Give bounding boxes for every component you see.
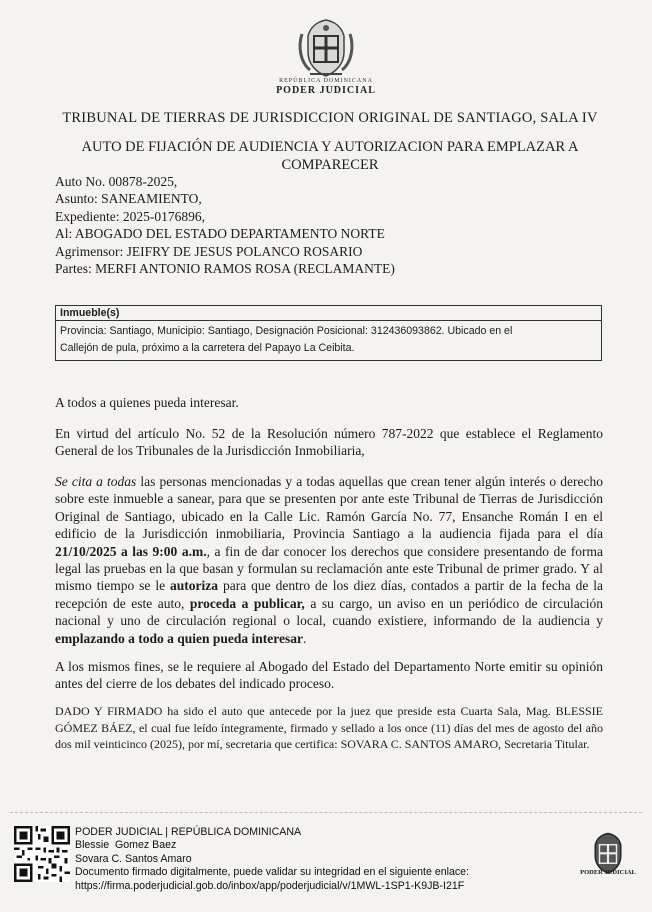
legal-basis-paragraph: En virtud del artículo No. 52 de la Resolución número 787-2022 que establece el Reglamento General de los Tribunales de la Jurisdicción Inmobiliaria, (55, 426, 603, 459)
validation-link[interactable]: https://firma.poderjudicial.gob.do/inbox/app/poderjudicial/v/1MWL-1SP1-K9JB-I21F (75, 879, 465, 892)
addressee: Al: ABOGADO DEL ESTADO DEPARTAMENTO NORTE (55, 226, 385, 242)
seal-caption (226, 78, 426, 96)
footer-org: PODER JUDICIAL | REPÚBLICA DOMINICANA (75, 826, 302, 838)
coat-of-arms-icon (296, 18, 356, 80)
qr-code-icon[interactable] (14, 826, 70, 882)
inmueble-description (56, 321, 601, 360)
validation-notice: Documento firmado digitalmente, puede validar su integridad en el siguiente enlace: (75, 866, 469, 879)
auto-number: Auto No. 00878-2025, (55, 174, 178, 189)
hearing-date: 21/10/2025 a las 9:00 a.m. (55, 543, 207, 559)
requirement-paragraph: A los mismos fines, se le requiere al Abogado del Estado del Departamento Norte emitir su opinión antes del cierre de los debates del indicado proceso. (55, 659, 603, 692)
republica-label: REPÚBLICA DOMINICANA (279, 78, 373, 84)
inmueble-box (55, 305, 602, 361)
inmueble-line: Callejón de pula, próximo a la carretera del Papayo La Ceibita. (60, 342, 355, 354)
citation-lead: Se cita a todas (55, 474, 137, 489)
expediente: Expediente: 2025-0176896, (55, 208, 205, 224)
salutation: A todos a quienes pueda interesar. (55, 395, 239, 410)
footer-seal-caption: PODER JUDICIAL (580, 869, 636, 876)
inmueble-line: Provincia: Santiago, Municipio: Santiago, Designación Posicional: 312436093862. Ubicado en el (60, 325, 513, 337)
tribunal-heading: TRIBUNAL DE TIERRAS DE JURISDICCION ORIGINAL DE SANTIAGO, SALA IV (62, 110, 598, 126)
inmueble-heading: Inmueble(s) (56, 306, 601, 321)
auto-title: AUTO DE FIJACIÓN DE AUDIENCIA Y AUTORIZACION PARA EMPLAZAR A COMPARECER (81, 139, 579, 173)
publicar-term: proceda a publicar, (189, 595, 305, 611)
agrimensor: Agrimensor: JEIFRY DE JESUS POLANCO ROSARIO (55, 243, 363, 259)
citation-paragraph: Se cita a todas las personas mencionadas y a todas aquellas que crean tener algún interés o derecho sobre este inmueble a sanear, para que se presenten por ante este Tribunal de Tierras de Jurisdicción Original de Santiago, ubicado en la Calle Lic. Ramón García No. 77, Ensanche Román I en el edificio de la Jurisdicción inmobiliaria, Provincia Santiago a la audiencia fijada para el día 21/10/2025 a las 9:00 a.m., a fin de dar conocer los derechos que considere presentando de forma legal las pruebas en la que basan y formulan su reclamación ante este Tribunal de primer grado. Y al mismo tiempo se le autoriza para que dentro de los diez días, contados a partir de la fecha de la recepción de este auto, proceda a publicar, a su cargo, un aviso en un periódico de circulación nacional y uno de circulación regional o local, cuando existiere, informando de la audiencia y emplazando a todo a quien pueda interesar. (55, 474, 604, 646)
emplazando-term: emplazando a todo a quien pueda interesar (55, 630, 304, 646)
digital-signature-block (75, 826, 469, 893)
footer-divider (10, 812, 642, 813)
autoriza-term: autoriza (170, 578, 219, 594)
asunto: Asunto: SANEAMIENTO, (55, 191, 202, 207)
case-metadata (55, 173, 395, 277)
signer-name: Sovara C. Santos Amaro (75, 852, 192, 865)
signer-name: Blessie Gomez Baez (75, 839, 177, 852)
partes: Partes: MERFI ANTONIO RAMOS ROSA (RECLAMANTE) (55, 261, 395, 277)
signature-paragraph: DADO Y FIRMADO ha sido el auto que antecede por la juez que preside esta Cuarta Sala, Mag. BLESSIE GÓMEZ BÁEZ, el cual fue leído íntegramente, firmado y sellado a los once (11) días del mes de agosto del año dos mil veinticinco (2025), por mí, secretaria que certifica: SOVARA C. SANTOS AMARO, Secretaria Titular. (55, 704, 603, 752)
poder-judicial-label: PODER JUDICIAL (276, 85, 376, 96)
